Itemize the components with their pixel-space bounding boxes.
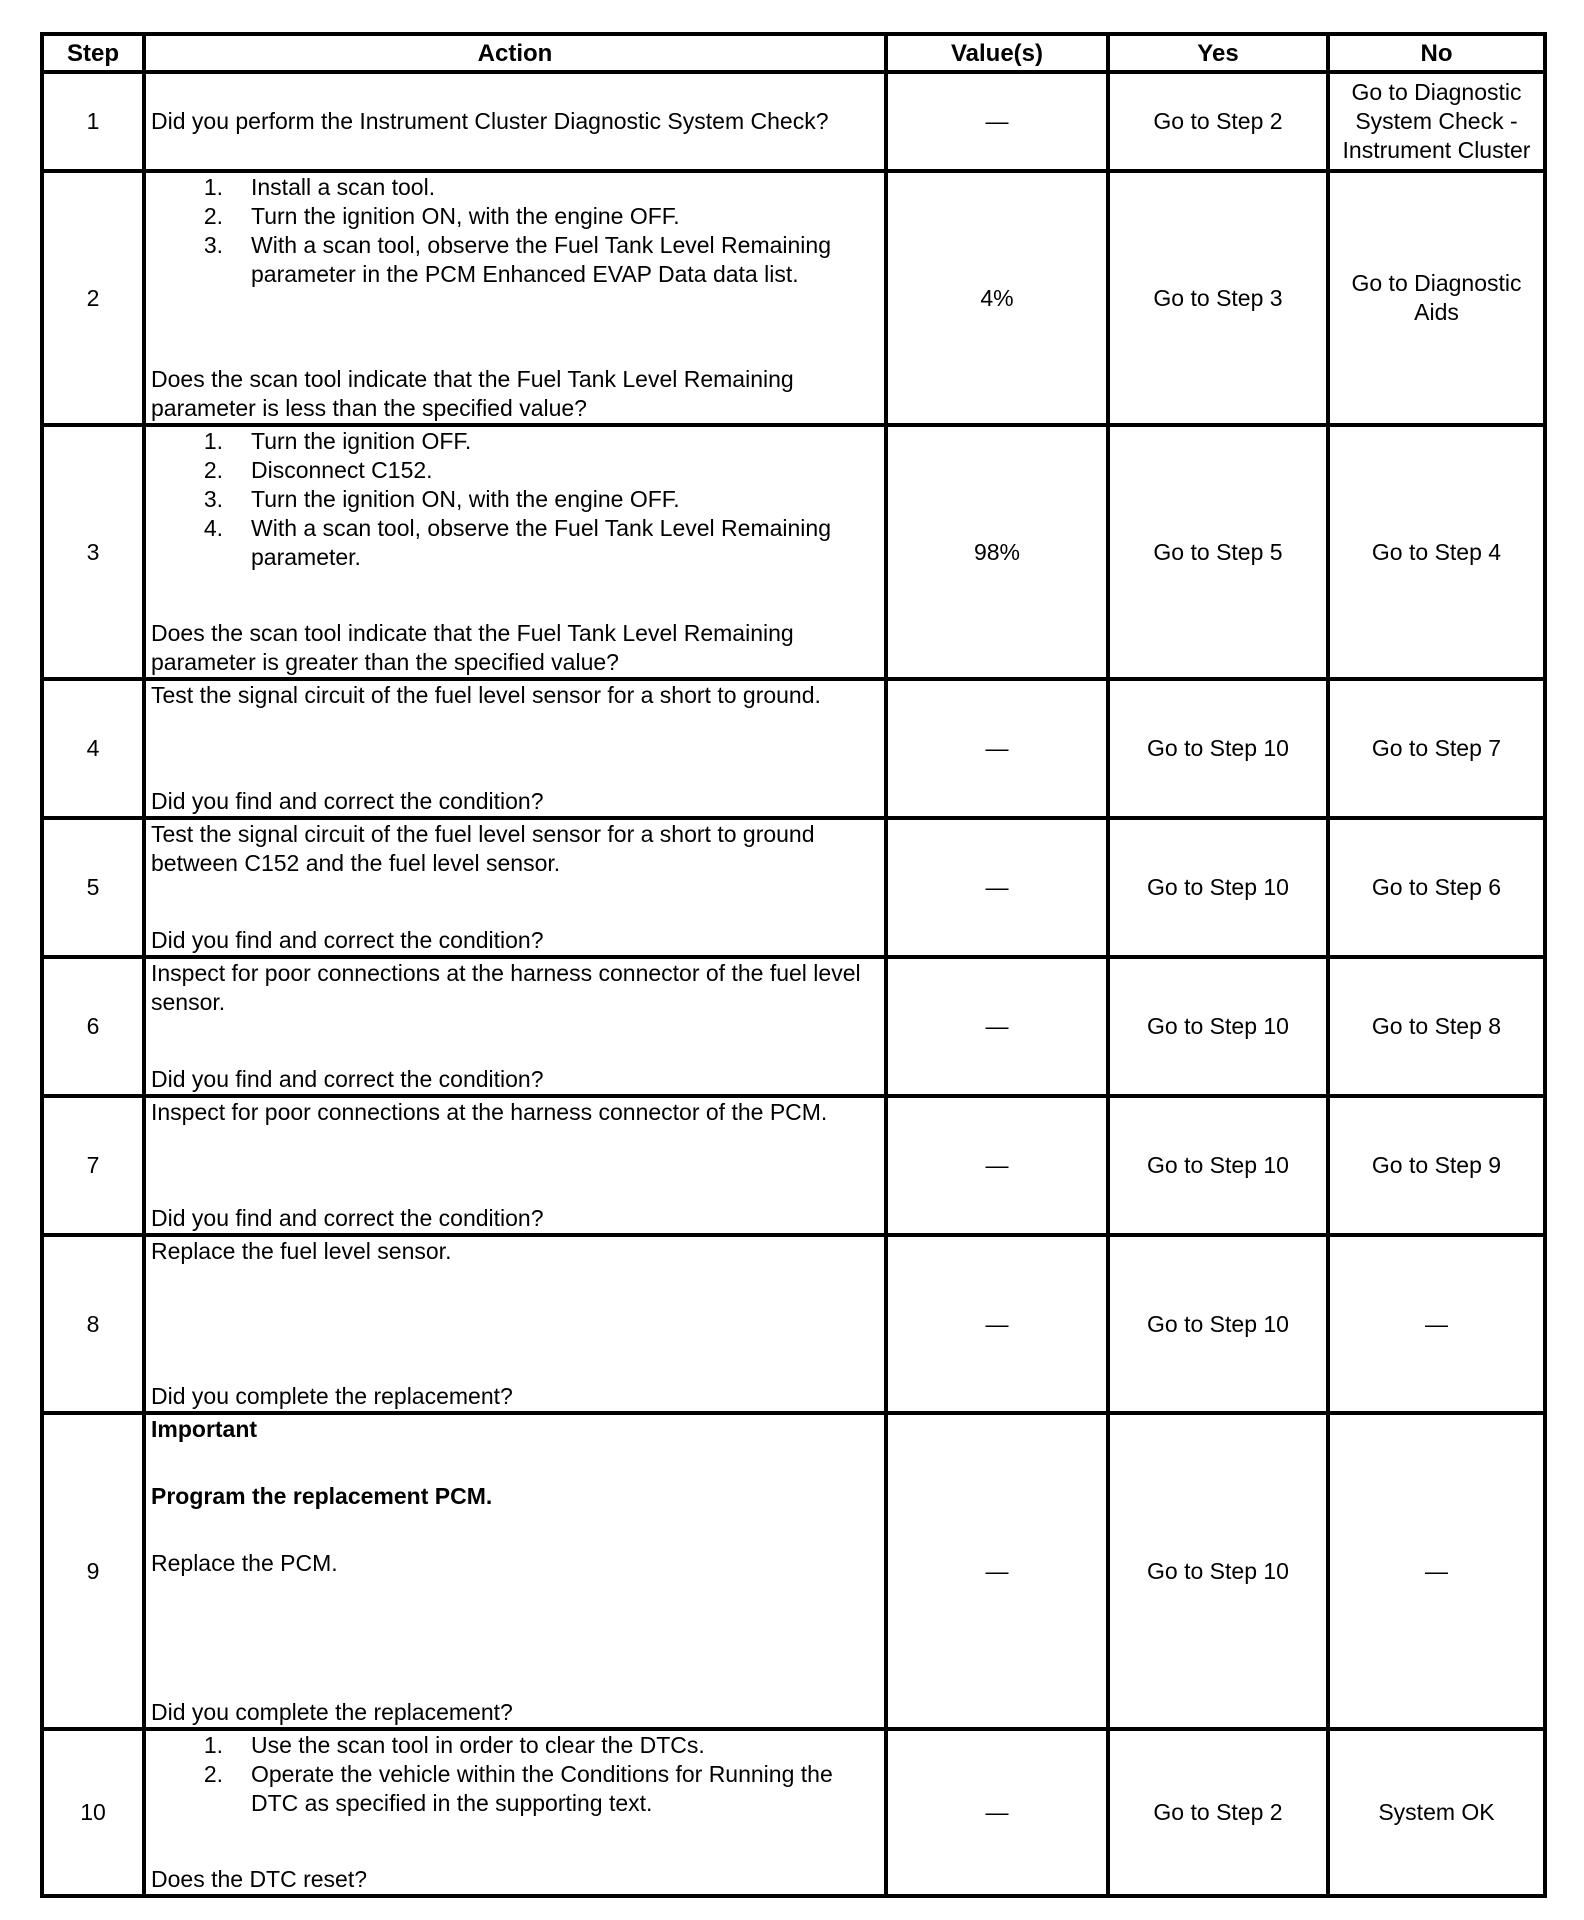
action-cell [144, 72, 886, 171]
action-cell [144, 1096, 886, 1235]
action-text: Inspect for poor connections at the harness connector of the PCM. [151, 1099, 828, 1125]
action-cell [144, 171, 886, 425]
action-text: Inspect for poor connections at the harness connector of the fuel level sensor. [151, 960, 861, 1015]
list-item: 2. Disconnect C152. [203, 457, 433, 483]
step-number: 5 [42, 818, 144, 957]
action-list [151, 1731, 879, 1818]
action-cell [144, 425, 886, 679]
action-cell [144, 1235, 886, 1413]
value-cell: — [886, 1096, 1108, 1235]
table-row [42, 72, 1545, 171]
yes-cell: Go to Step 3 [1108, 171, 1328, 425]
action-text: Replace the PCM. [151, 1550, 338, 1576]
table-row [42, 1413, 1545, 1729]
table-row [42, 425, 1545, 679]
diagnostic-table [40, 32, 1547, 1898]
action-question: Does the DTC reset? [151, 1866, 368, 1892]
important-label: Important [151, 1416, 258, 1442]
action-text: Test the signal circuit of the fuel level sensor for a short to ground. [151, 682, 821, 708]
step-number: 7 [42, 1096, 144, 1235]
header-row [42, 34, 1545, 72]
list-item: 1. Use the scan tool in order to clear the DTCs. [203, 1732, 705, 1758]
no-cell: Go to Diagnostic Aids [1328, 171, 1545, 425]
step-number: 6 [42, 957, 144, 1096]
list-item: 3. Turn the ignition ON, with the engine OFF. [203, 486, 680, 512]
value-cell: — [886, 1413, 1108, 1729]
step-number: 3 [42, 425, 144, 679]
action-question: Did you find and correct the condition? [151, 1066, 544, 1092]
action-question: Does the scan tool indicate that the Fuel Tank Level Remaining parameter is greater than the specified value? [151, 620, 794, 675]
action-question: Did you complete the replacement? [151, 1383, 513, 1409]
list-item: 2. Operate the vehicle within the Conditions for Running the DTC as specified in the supporting text. [203, 1761, 833, 1816]
action-cell [144, 1729, 886, 1896]
yes-cell: Go to Step 10 [1108, 1096, 1328, 1235]
yes-cell: Go to Step 2 [1108, 1729, 1328, 1896]
action-question: Does the scan tool indicate that the Fuel Tank Level Remaining parameter is less than the specified value? [151, 366, 794, 421]
action-question: Did you find and correct the condition? [151, 927, 544, 953]
action-question: Did you find and correct the condition? [151, 1205, 544, 1231]
value-cell: — [886, 818, 1108, 957]
value-cell: — [886, 679, 1108, 818]
yes-cell: Go to Step 2 [1108, 72, 1328, 171]
important-text: Program the replacement PCM. [151, 1483, 493, 1509]
table-row [42, 1096, 1545, 1235]
list-item: 3. With a scan tool, observe the Fuel Tank Level Remaining parameter in the PCM Enhanced EVAP Data data list. [203, 232, 831, 287]
list-item: 1. Install a scan tool. [203, 174, 436, 200]
no-cell: Go to Step 7 [1328, 679, 1545, 818]
step-number: 10 [42, 1729, 144, 1896]
value-cell: — [886, 957, 1108, 1096]
step-number: 9 [42, 1413, 144, 1729]
header-values: Value(s) [886, 34, 1108, 72]
list-item: 1. Turn the ignition OFF. [203, 428, 472, 454]
action-text: Replace the fuel level sensor. [151, 1238, 452, 1264]
table-row [42, 171, 1545, 425]
value-cell: — [886, 1729, 1108, 1896]
header-action: Action [144, 34, 886, 72]
list-item: 4. With a scan tool, observe the Fuel Tank Level Remaining parameter. [203, 515, 831, 570]
yes-cell: Go to Step 10 [1108, 1235, 1328, 1413]
yes-cell: Go to Step 10 [1108, 957, 1328, 1096]
no-cell: Go to Step 9 [1328, 1096, 1545, 1235]
yes-cell: Go to Step 5 [1108, 425, 1328, 679]
value-cell: — [886, 1235, 1108, 1413]
action-list [151, 427, 879, 572]
table-row [42, 679, 1545, 818]
action-list [151, 173, 879, 289]
action-question: Did you find and correct the condition? [151, 788, 544, 814]
header-yes: Yes [1108, 34, 1328, 72]
action-cell [144, 818, 886, 957]
action-cell [144, 1413, 886, 1729]
table-row [42, 1235, 1545, 1413]
action-cell [144, 957, 886, 1096]
value-cell: 98% [886, 425, 1108, 679]
no-cell: Go to Step 6 [1328, 818, 1545, 957]
yes-cell: Go to Step 10 [1108, 818, 1328, 957]
action-text: Test the signal circuit of the fuel level sensor for a short to ground between C152 and the fuel level sensor. [151, 821, 815, 876]
step-number: 2 [42, 171, 144, 425]
value-cell: — [886, 72, 1108, 171]
action-question: Did you complete the replacement? [151, 1699, 513, 1725]
no-cell: Go to Step 4 [1328, 425, 1545, 679]
list-item: 2. Turn the ignition ON, with the engine OFF. [203, 203, 680, 229]
table-row [42, 957, 1545, 1096]
yes-cell: Go to Step 10 [1108, 679, 1328, 818]
no-cell: System OK [1328, 1729, 1545, 1896]
action-text: Did you perform the Instrument Cluster Diagnostic System Check? [151, 108, 829, 134]
step-number: 8 [42, 1235, 144, 1413]
no-cell: — [1328, 1413, 1545, 1729]
table-row [42, 818, 1545, 957]
step-number: 4 [42, 679, 144, 818]
step-number: 1 [42, 72, 144, 171]
header-step: Step [42, 34, 144, 72]
table-row [42, 1729, 1545, 1896]
yes-cell: Go to Step 10 [1108, 1413, 1328, 1729]
no-cell: Go to Step 8 [1328, 957, 1545, 1096]
no-cell: Go to Diagnostic System Check - Instrument Cluster [1328, 72, 1545, 171]
action-cell [144, 679, 886, 818]
value-cell: 4% [886, 171, 1108, 425]
header-no: No [1328, 34, 1545, 72]
no-cell: — [1328, 1235, 1545, 1413]
